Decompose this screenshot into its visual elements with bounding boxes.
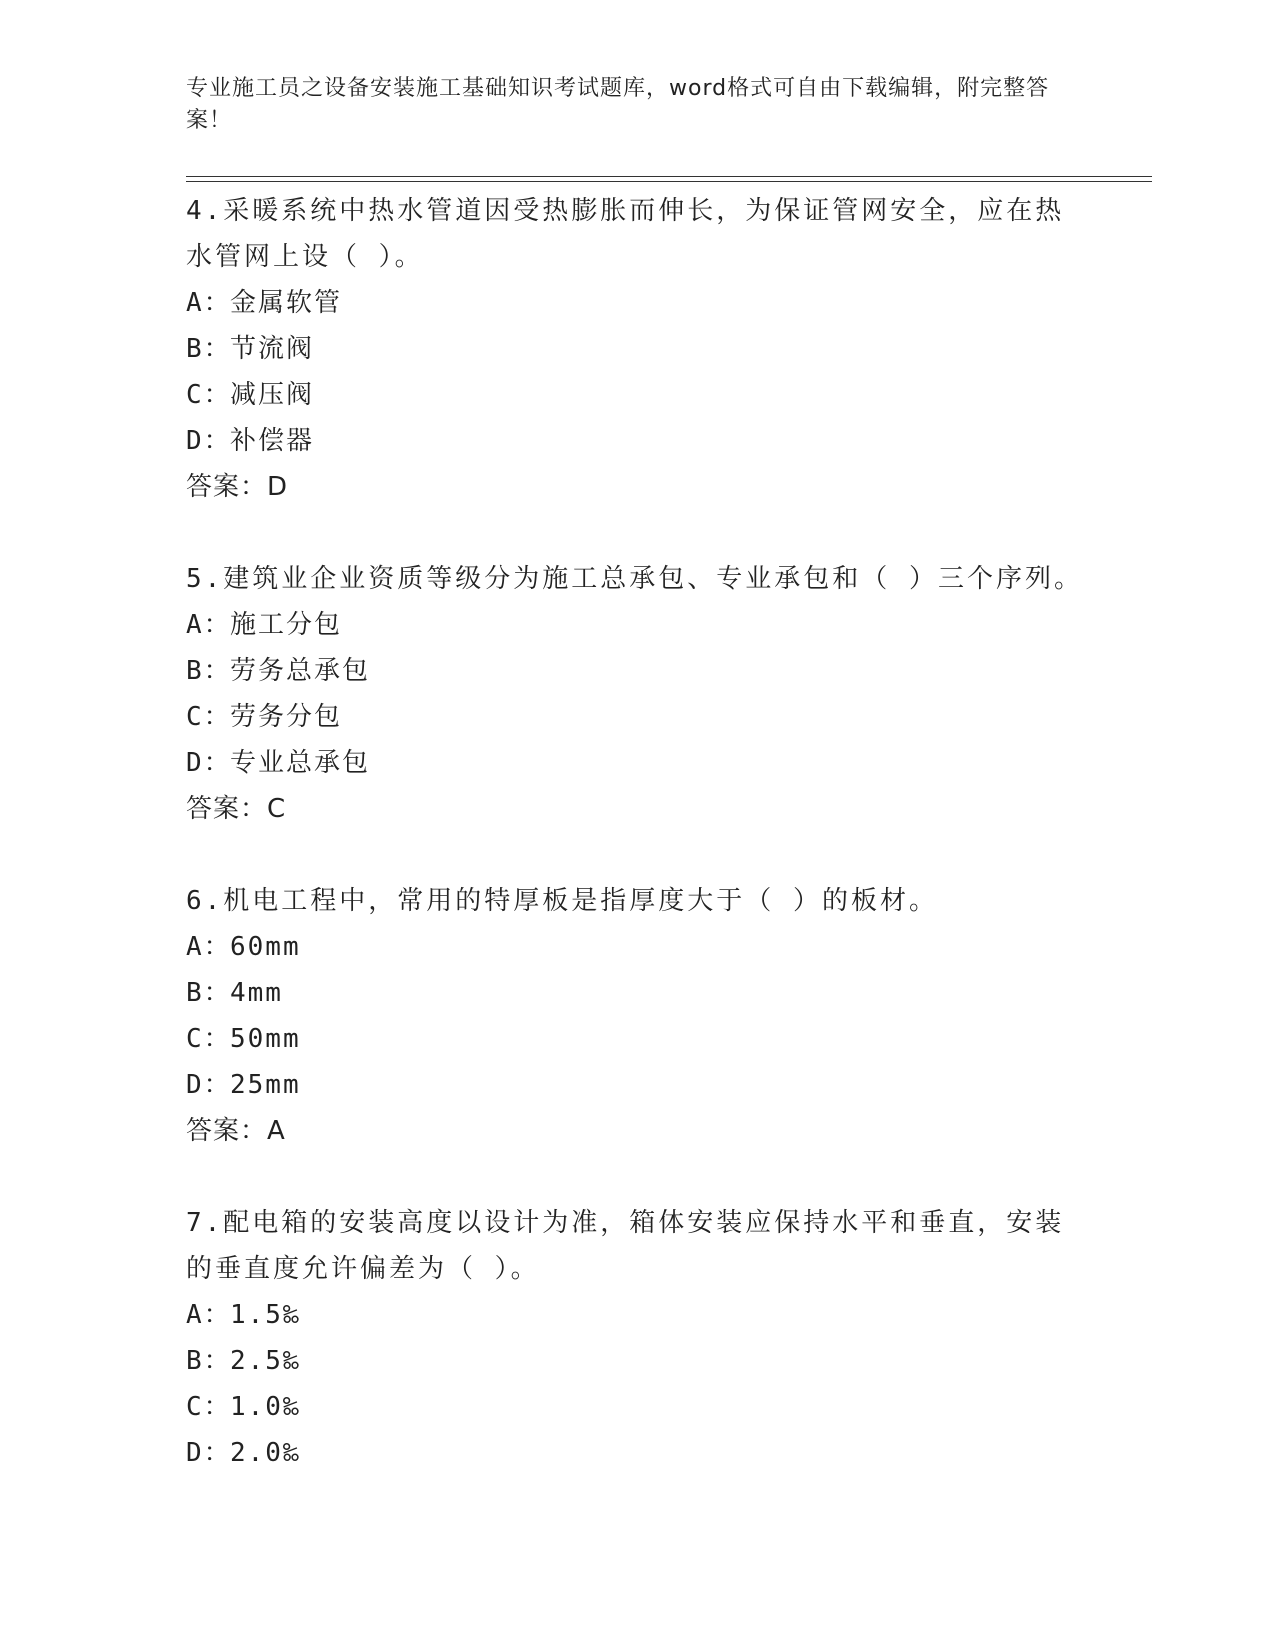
option-text: 50mm [230, 1024, 301, 1054]
option-text: 金属软管 [230, 288, 343, 318]
option-b [186, 1338, 1086, 1384]
question-list [186, 188, 1086, 1522]
option-text: 补偿器 [230, 426, 315, 456]
option-c [186, 1016, 1086, 1062]
document-header: 专业施工员之设备安装施工基础知识考试题库，word格式可自由下载编辑，附完整答案！ [186, 76, 1050, 133]
option-key: C： [186, 1392, 232, 1422]
option-text: 2.0‰ [230, 1438, 301, 1468]
option-d [186, 740, 1086, 786]
option-text: 减压阀 [230, 380, 315, 410]
option-b [186, 648, 1086, 694]
option-key: C： [186, 380, 232, 410]
option-key: A： [186, 610, 232, 640]
option-d [186, 1062, 1086, 1108]
option-text: 劳务分包 [230, 702, 343, 732]
option-c [186, 694, 1086, 740]
option-a [186, 280, 1086, 326]
option-d [186, 1430, 1086, 1476]
option-d [186, 418, 1086, 464]
answer-line: 答案：C [186, 794, 287, 824]
option-key: A： [186, 288, 232, 318]
option-text: 4mm [230, 978, 283, 1008]
option-key: C： [186, 1024, 232, 1054]
option-key: A： [186, 932, 232, 962]
option-key: D： [186, 1438, 232, 1468]
option-text: 1.0‰ [230, 1392, 301, 1422]
option-key: C： [186, 702, 232, 732]
option-b [186, 326, 1086, 372]
option-key: B： [186, 656, 232, 686]
option-key: D： [186, 748, 232, 778]
option-key: A： [186, 1300, 232, 1330]
option-a [186, 1292, 1086, 1338]
question-text: 6.机电工程中，常用的特厚板是指厚度大于（ ）的板材。 [186, 886, 938, 916]
option-text: 节流阀 [230, 334, 315, 364]
option-text: 施工分包 [230, 610, 343, 640]
answer-line: 答案：D [186, 472, 289, 502]
option-key: B： [186, 1346, 232, 1376]
option-key: D： [186, 1070, 232, 1100]
option-text: 1.5‰ [230, 1300, 301, 1330]
option-key: B： [186, 334, 232, 364]
option-a [186, 602, 1086, 648]
header-divider-top [186, 176, 1152, 177]
option-key: D： [186, 426, 232, 456]
option-c [186, 1384, 1086, 1430]
option-a [186, 924, 1086, 970]
question-item [186, 556, 1086, 832]
option-key: B： [186, 978, 232, 1008]
option-b [186, 970, 1086, 1016]
answer-line: 答案：A [186, 1116, 286, 1146]
option-c [186, 372, 1086, 418]
question-text: 4.采暖系统中热水管道因受热膨胀而伸长，为保证管网安全，应在热水管网上设（ ）。 [186, 196, 1065, 272]
option-text: 60mm [230, 932, 301, 962]
question-text: 5.建筑业企业资质等级分为施工总承包、专业承包和（ ）三个序列。 [186, 564, 1083, 594]
header-divider-bottom [186, 181, 1152, 182]
option-text: 劳务总承包 [230, 656, 371, 686]
option-text: 专业总承包 [230, 748, 371, 778]
question-item [186, 878, 1086, 1154]
question-text: 7.配电箱的安装高度以设计为准，箱体安装应保持水平和垂直，安装的垂直度允许偏差为（ ）。 [186, 1208, 1065, 1284]
option-text: 25mm [230, 1070, 301, 1100]
question-item [186, 188, 1086, 510]
option-text: 2.5‰ [230, 1346, 301, 1376]
question-item [186, 1200, 1086, 1476]
